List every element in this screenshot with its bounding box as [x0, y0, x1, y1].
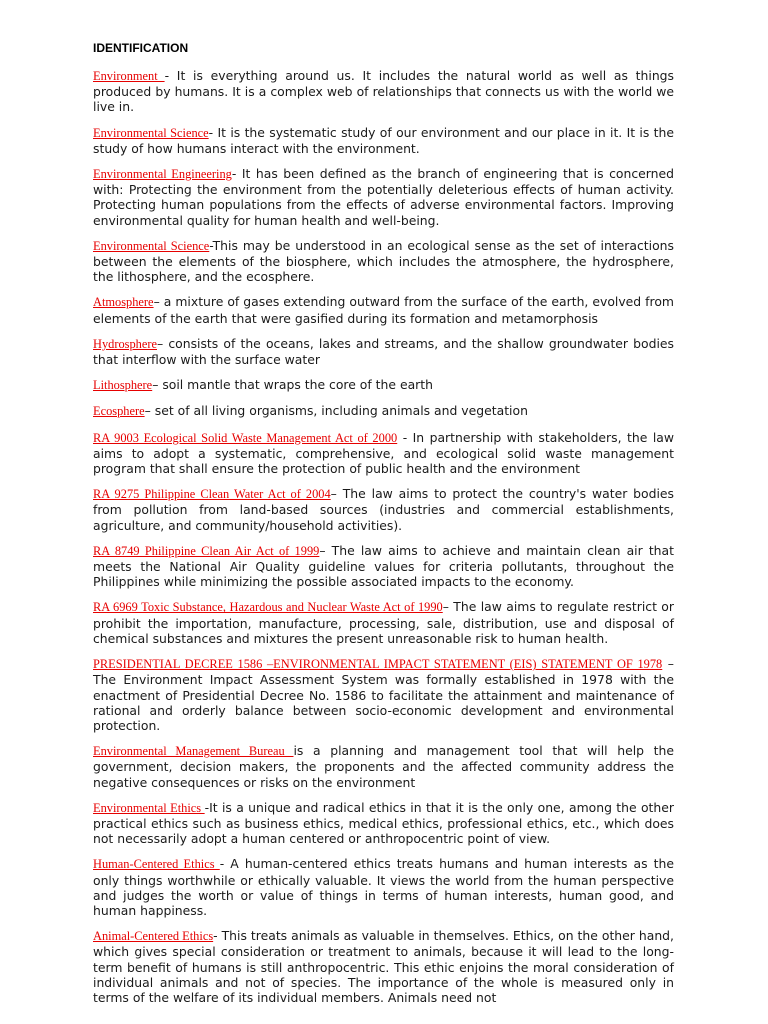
term-link[interactable]: Lithosphere: [93, 378, 153, 393]
definition-text: – The law aims to achieve and maintain clean air that meets the National Air Quality guideline values for criteria pollutants, throughout the Philippines while minimizing the possible associated impacts to the economy.: [93, 542, 674, 590]
definition-text: – The law aims to protect the country's water bodies from pollution from land-based sources (industries and commercial establishments, agriculture, and community/household activities).: [93, 486, 674, 533]
definition-entry: [93, 800, 674, 847]
definition-entry: [93, 377, 674, 393]
definition-entry: [93, 68, 674, 115]
definition-entry: [93, 856, 674, 918]
definition-text: - In partnership with stakeholders, the law aims to adopt a systematic, comprehensive, and ecological solid waste management program that shall ensure the protection of public health and the environment: [93, 429, 674, 477]
definition-entry: [93, 294, 674, 325]
definition-entry: [93, 403, 674, 419]
definition-text: – consists of the oceans, lakes and streams, and the shallow groundwater bodies that interflow with the surface water: [93, 335, 674, 368]
definition-text: – a mixture of gases extending outward from the surface of the earth, evolved from elements of the earth that were gasified during its formation and metamorphosis: [93, 294, 674, 326]
document-page: [93, 40, 674, 1015]
definition-entry: [93, 486, 674, 533]
term-link[interactable]: RA 9003 Ecological Solid Waste Management Act of 2000: [93, 430, 398, 445]
term-link[interactable]: Ecosphere: [93, 404, 145, 419]
term-link[interactable]: RA 6969 Toxic Substance, Hazardous and Nuclear Waste Act of 1990: [93, 600, 443, 615]
term-link[interactable]: RA 9275 Philippine Clean Water Act of 2004: [93, 487, 331, 502]
definition-text: - It is everything around us. It includes the natural world as well as things produced by humans. It is a complex web of relationships that connects us with the world we live in.: [93, 68, 674, 115]
definition-text: – soil mantle that wraps the core of the earth: [152, 377, 433, 393]
definition-text: - It is the systematic study of our environment and our place in it. It is the study of how humans interact with the environment.: [93, 124, 675, 156]
definition-entry: [93, 599, 674, 646]
term-link[interactable]: RA 8749 Philippine Clean Air Act of 1999: [93, 543, 320, 558]
definition-entry: [93, 543, 674, 590]
term-link[interactable]: Environment: [93, 69, 165, 83]
definition-text: – The Environment Impact Assessment System was formally established in 1978 with the enactment of Presidential Decree No. 1586 to facilitate the attainment and maintenance of rational and orderly balance between socio-economic development and environmental protection.: [93, 656, 674, 733]
definition-text: – The law aims to regulate restrict or prohibit the importation, manufacture, processing, sale, distribution, use and disposal of chemical substances and mixtures the present unreasonable risk to human health.: [93, 599, 674, 646]
term-link[interactable]: PRESIDENTIAL DECREE 1586 –ENVIRONMENTAL IMPACT STATEMENT (EIS) STATEMENT OF 1978: [93, 657, 663, 672]
definition-entry: [93, 125, 674, 156]
definition-entry: [93, 430, 674, 477]
term-link[interactable]: Atmosphere: [93, 295, 154, 310]
term-link[interactable]: Environmental Science: [93, 238, 210, 253]
term-link[interactable]: Environmental Engineering: [93, 167, 232, 182]
definition-text: - It has been defined as the branch of engineering that is concerned with: Protecting the environment from the potentially deleterious effects of human activity. Protecting human populations from the effects of adverse environmental factors. Improving environmental quality for human health and well-being.: [93, 166, 674, 228]
definition-entry: [93, 656, 674, 733]
definition-entry: [93, 928, 674, 1005]
definition-entry: [93, 743, 674, 790]
definition-text: -This may be understood in an ecological sense as the set of interactions between the elements of the biosphere, which includes the atmosphere, the hydrosphere, the lithosphere, and the ecosphere.: [93, 237, 674, 285]
term-link[interactable]: Hydrosphere: [93, 336, 157, 351]
definition-text: - This treats animals as valuable in themselves. Ethics, on the other hand, which gives special consideration or treatment to animals, because it will lead to the long-term benefit of humans is still anthropocentric. This ethic enjoins the moral consideration of individual animals and not of species. The importance of the whole is measured only in terms of the welfare of its individual members. Animals need not: [93, 928, 674, 1005]
definition-text: – set of all living organisms, including animals and vegetation: [144, 403, 528, 419]
page-title: IDENTIFICATION: [93, 41, 189, 55]
definition-text: -It is a unique and radical ethics in that it is the only one, among the other practical ethics such as business ethics, medical ethics, professional ethics, etc., which does not necessarily adopt a human centered or anthropocentric point of view.: [93, 799, 674, 847]
definition-entry: [93, 238, 674, 285]
term-link[interactable]: Environmental Management Bureau: [93, 744, 294, 759]
definition-text: - A human-centered ethics treats humans and human interests as the only things worthwhile or ethically valuable. It views the world from the human perspective and judges the worth or value of things in terms of human interests, human good, and human happiness.: [93, 856, 674, 918]
term-link[interactable]: Environmental Ethics: [93, 800, 205, 815]
definition-entry: [93, 166, 674, 228]
term-link[interactable]: Environmental Science: [93, 125, 209, 140]
definition-entry: [93, 336, 674, 367]
term-link[interactable]: Animal-Centered Ethics: [93, 929, 214, 944]
term-link[interactable]: Human-Centered Ethics: [93, 857, 220, 872]
definition-text: is a planning and management tool that will help the government, decision makers, the proponents and the affected community address the negative consequences or risks on the environment: [93, 743, 674, 790]
